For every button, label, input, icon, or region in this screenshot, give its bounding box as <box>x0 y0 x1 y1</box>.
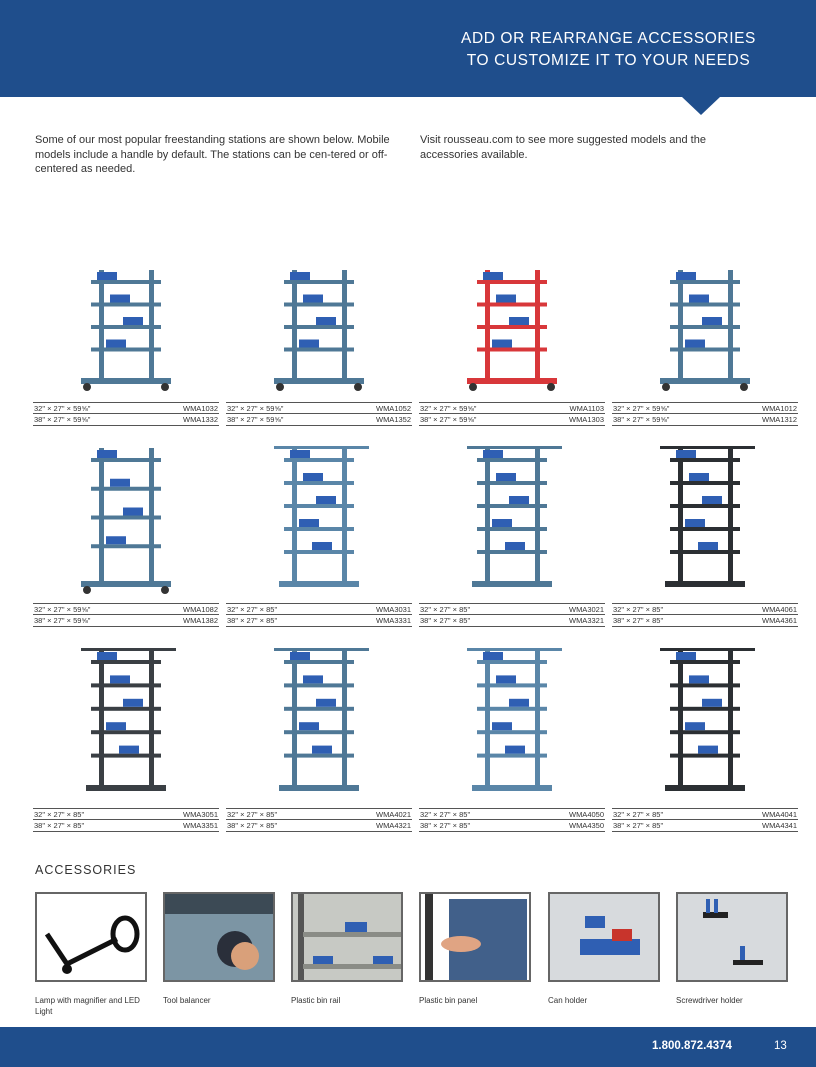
model-number: WMA3331 <box>375 616 411 625</box>
dimensions: 32" × 27" × 59⅝" <box>227 404 284 413</box>
product-specs <box>226 603 412 627</box>
accessory-item <box>419 892 531 1006</box>
spec-row <box>419 414 605 426</box>
model-number: WMA1303 <box>568 415 604 424</box>
dimensions: 32" × 27" × 59⅝" <box>420 404 477 413</box>
model-number: WMA1032 <box>182 404 218 413</box>
product-image <box>226 440 412 595</box>
product-specs <box>612 808 798 832</box>
product-specs <box>419 402 605 426</box>
model-number: WMA1012 <box>761 404 797 413</box>
spec-row <box>226 402 412 414</box>
spec-row <box>612 820 798 832</box>
model-number: WMA1082 <box>182 605 218 614</box>
accessory-item <box>291 892 403 1006</box>
spec-row <box>612 402 798 414</box>
model-number: WMA4061 <box>761 605 797 614</box>
dimensions: 38" × 27" × 59⅝" <box>34 415 91 424</box>
dimensions: 32" × 27" × 85" <box>613 810 664 819</box>
spec-row <box>33 414 219 426</box>
model-number: WMA3351 <box>182 821 218 830</box>
accessory-image <box>419 892 531 982</box>
model-number: WMA4021 <box>375 810 411 819</box>
accessory-image <box>163 892 275 982</box>
product-image <box>612 440 798 595</box>
dimensions: 32" × 27" × 85" <box>227 810 278 819</box>
dimensions: 38" × 27" × 85" <box>420 821 471 830</box>
product-specs <box>419 808 605 832</box>
spec-row <box>226 808 412 820</box>
product-specs <box>226 808 412 832</box>
dimensions: 38" × 27" × 85" <box>420 616 471 625</box>
spec-row <box>419 402 605 414</box>
dimensions: 32" × 27" × 59⅝" <box>34 605 91 614</box>
model-number: WMA3051 <box>182 810 218 819</box>
spec-row <box>419 820 605 832</box>
dimensions: 38" × 27" × 59⅝" <box>227 415 284 424</box>
accessory-item <box>163 892 275 1006</box>
accessory-image <box>35 892 147 982</box>
header-notch <box>682 97 720 115</box>
spec-row <box>419 808 605 820</box>
product-image <box>419 440 605 595</box>
dimensions: 32" × 27" × 85" <box>420 605 471 614</box>
spec-row <box>33 402 219 414</box>
dimensions: 38" × 27" × 85" <box>227 616 278 625</box>
model-number: WMA1332 <box>182 415 218 424</box>
spec-row <box>33 615 219 627</box>
spec-row <box>612 414 798 426</box>
spec-row <box>33 603 219 615</box>
model-number: WMA4321 <box>375 821 411 830</box>
dimensions: 32" × 27" × 85" <box>34 810 85 819</box>
dimensions: 38" × 27" × 59⅝" <box>613 415 670 424</box>
footer <box>0 1027 816 1067</box>
header-banner <box>0 0 816 97</box>
accessory-label: Plastic bin rail <box>291 996 341 1005</box>
dimensions: 38" × 27" × 59⅝" <box>34 616 91 625</box>
header-title-line2: TO CUSTOMIZE IT TO YOUR NEEDS <box>466 52 751 69</box>
model-number: WMA4350 <box>568 821 604 830</box>
model-number: WMA4041 <box>761 810 797 819</box>
dimensions: 32" × 27" × 85" <box>420 810 471 819</box>
product-specs <box>33 603 219 627</box>
header-title <box>461 28 756 72</box>
product-image <box>612 262 798 392</box>
dimensions: 32" × 27" × 85" <box>227 605 278 614</box>
dimensions: 32" × 27" × 59⅝" <box>34 404 91 413</box>
page-number: 13 <box>774 1040 787 1052</box>
intro-right: Visit rousseau.com to see more suggested models and the accessories available. <box>420 134 706 161</box>
phone-number: 1.800.872.4374 <box>652 1040 732 1052</box>
model-number: WMA1312 <box>761 415 797 424</box>
accessory-image <box>548 892 660 982</box>
accessory-label: Lamp with magnifier and LED Light <box>35 996 140 1016</box>
model-number: WMA3321 <box>568 616 604 625</box>
dimensions: 38" × 27" × 85" <box>227 821 278 830</box>
product-image <box>33 262 219 392</box>
accessories-title: ACCESSORIES <box>35 863 137 877</box>
accessory-label: Can holder <box>548 996 588 1005</box>
spec-row <box>226 615 412 627</box>
model-number: WMA1052 <box>375 404 411 413</box>
model-number: WMA4341 <box>761 821 797 830</box>
dimensions: 32" × 27" × 59⅝" <box>613 404 670 413</box>
accessory-label: Screwdriver holder <box>676 996 743 1005</box>
model-number: WMA4361 <box>761 616 797 625</box>
dimensions: 38" × 27" × 59⅝" <box>420 415 477 424</box>
accessory-image <box>291 892 403 982</box>
product-specs <box>612 603 798 627</box>
spec-row <box>612 603 798 615</box>
product-image <box>33 642 219 799</box>
dimensions: 32" × 27" × 85" <box>613 605 664 614</box>
spec-row <box>419 615 605 627</box>
model-number: WMA4050 <box>568 810 604 819</box>
accessory-label: Plastic bin panel <box>419 996 478 1005</box>
product-image <box>33 440 219 595</box>
model-number: WMA3021 <box>568 605 604 614</box>
model-number: WMA3031 <box>375 605 411 614</box>
spec-row <box>419 603 605 615</box>
spec-row <box>33 808 219 820</box>
spec-row <box>612 615 798 627</box>
dimensions: 38" × 27" × 85" <box>613 616 664 625</box>
product-image <box>419 262 605 392</box>
accessory-label: Tool balancer <box>163 996 211 1005</box>
model-number: WMA1352 <box>375 415 411 424</box>
header-title-line1: ADD OR REARRANGE ACCESSORIES <box>461 30 756 47</box>
product-specs <box>612 402 798 426</box>
model-number: WMA1382 <box>182 616 218 625</box>
dimensions: 38" × 27" × 85" <box>34 821 85 830</box>
product-image <box>226 642 412 799</box>
accessory-item <box>548 892 660 1006</box>
product-specs <box>226 402 412 426</box>
accessory-image <box>676 892 788 982</box>
dimensions: 38" × 27" × 85" <box>613 821 664 830</box>
product-image <box>226 262 412 392</box>
accessory-item <box>35 892 147 1017</box>
product-image <box>612 642 798 799</box>
intro-left: Some of our most popular freestanding stations are shown below. Mobile models include a handle by default. The stations can be cen-tered or off-centered as needed. <box>35 134 390 175</box>
product-image <box>419 642 605 799</box>
spec-row <box>33 820 219 832</box>
product-specs <box>33 808 219 832</box>
product-specs <box>33 402 219 426</box>
spec-row <box>226 414 412 426</box>
spec-row <box>612 808 798 820</box>
product-specs <box>419 603 605 627</box>
accessory-item <box>676 892 788 1006</box>
spec-row <box>226 820 412 832</box>
spec-row <box>226 603 412 615</box>
model-number: WMA1103 <box>569 404 604 413</box>
